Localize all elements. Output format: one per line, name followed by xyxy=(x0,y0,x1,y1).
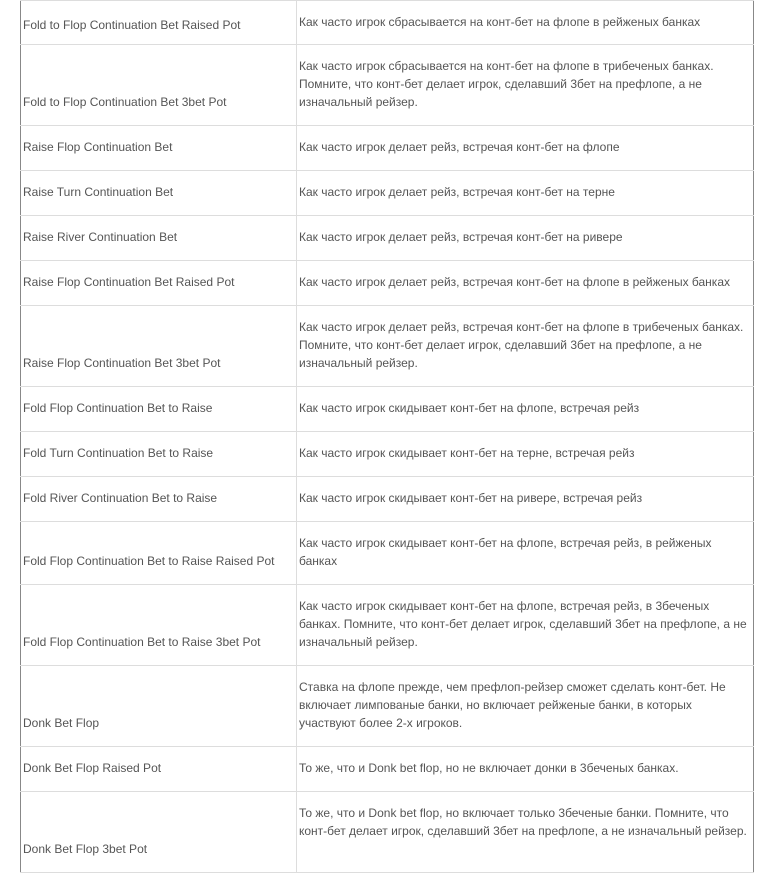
stat-name: Raise Turn Continuation Bet xyxy=(21,171,297,216)
stat-description: Как часто игрок сбрасывается на конт-бет на флопе в трибеченых банках. Помните, что конт-бет делает игрок, сделавший 3бет на префлопе, а не изначальный рейзер. xyxy=(297,45,754,126)
table-row xyxy=(21,792,754,873)
stat-name: Fold Turn Continuation Bet to Raise xyxy=(21,432,297,477)
stat-name: Fold Flop Continuation Bet to Raise xyxy=(21,387,297,432)
table-row xyxy=(21,522,754,585)
table-row xyxy=(21,387,754,432)
table-row xyxy=(21,216,754,261)
stat-name: Fold to Flop Continuation Bet Raised Pot xyxy=(21,1,297,45)
table-row xyxy=(21,585,754,666)
stat-description: Как часто игрок скидывает конт-бет на ривере, встречая рейз xyxy=(297,477,754,522)
stat-name: Raise Flop Continuation Bet xyxy=(21,126,297,171)
table-row xyxy=(21,747,754,792)
stat-name: Donk Bet Flop xyxy=(21,666,297,747)
stat-name: Raise River Continuation Bet xyxy=(21,216,297,261)
table-row xyxy=(21,666,754,747)
stat-description: Как часто игрок делает рейз, встречая конт-бет на флопе xyxy=(297,126,754,171)
stat-description: Как часто игрок скидывает конт-бет на флопе, встречая рейз, в рейженых банках xyxy=(297,522,754,585)
table-row xyxy=(21,261,754,306)
table-body xyxy=(21,1,754,873)
table-row xyxy=(21,45,754,126)
stat-name: Donk Bet Flop 3bet Pot xyxy=(21,792,297,873)
stat-description: Как часто игрок делает рейз, встречая конт-бет на терне xyxy=(297,171,754,216)
stats-definition-table xyxy=(20,0,754,873)
stat-description: Как часто игрок делает рейз, встречая конт-бет на флопе в рейженых банках xyxy=(297,261,754,306)
stat-name: Donk Bet Flop Raised Pot xyxy=(21,747,297,792)
stat-name: Fold River Continuation Bet to Raise xyxy=(21,477,297,522)
stat-name: Fold to Flop Continuation Bet 3bet Pot xyxy=(21,45,297,126)
stat-description: Как часто игрок скидывает конт-бет на терне, встречая рейз xyxy=(297,432,754,477)
stat-name: Raise Flop Continuation Bet Raised Pot xyxy=(21,261,297,306)
table-row xyxy=(21,306,754,387)
stat-name: Fold Flop Continuation Bet to Raise 3bet Pot xyxy=(21,585,297,666)
stat-description: Как часто игрок делает рейз, встречая конт-бет на ривере xyxy=(297,216,754,261)
table-row xyxy=(21,126,754,171)
stat-name: Raise Flop Continuation Bet 3bet Pot xyxy=(21,306,297,387)
stat-name: Fold Flop Continuation Bet to Raise Raised Pot xyxy=(21,522,297,585)
table-row xyxy=(21,171,754,216)
stat-description: То же, что и Donk bet flop, но не включает донки в 3беченых банках. xyxy=(297,747,754,792)
stat-description: Как часто игрок сбрасывается на конт-бет на флопе в рейженых банках xyxy=(297,1,754,45)
table-row xyxy=(21,432,754,477)
table-row xyxy=(21,477,754,522)
stat-description: Как часто игрок скидывает конт-бет на флопе, встречая рейз, в 3беченых банках. Помните, что конт-бет делает игрок, сделавший 3бет на префлопе, а не изначальный рейзер. xyxy=(297,585,754,666)
stat-description: Ставка на флопе прежде, чем префлоп-рейзер сможет сделать конт-бет. Не включает лимпованые банки, но включает рейженые банки, в которых участвуют более 2-х игроков. xyxy=(297,666,754,747)
stat-description: Как часто игрок делает рейз, встречая конт-бет на флопе в трибеченых банках. Помните, что конт-бет делает игрок, сделавший 3бет на префлопе, а не изначальный рейзер. xyxy=(297,306,754,387)
stat-description: То же, что и Donk bet flop, но включает только 3беченые банки. Помните, что конт-бет делает игрок, сделавший 3бет на префлопе, а не изначальный рейзер. xyxy=(297,792,754,873)
table-row xyxy=(21,1,754,45)
stat-description: Как часто игрок скидывает конт-бет на флопе, встречая рейз xyxy=(297,387,754,432)
